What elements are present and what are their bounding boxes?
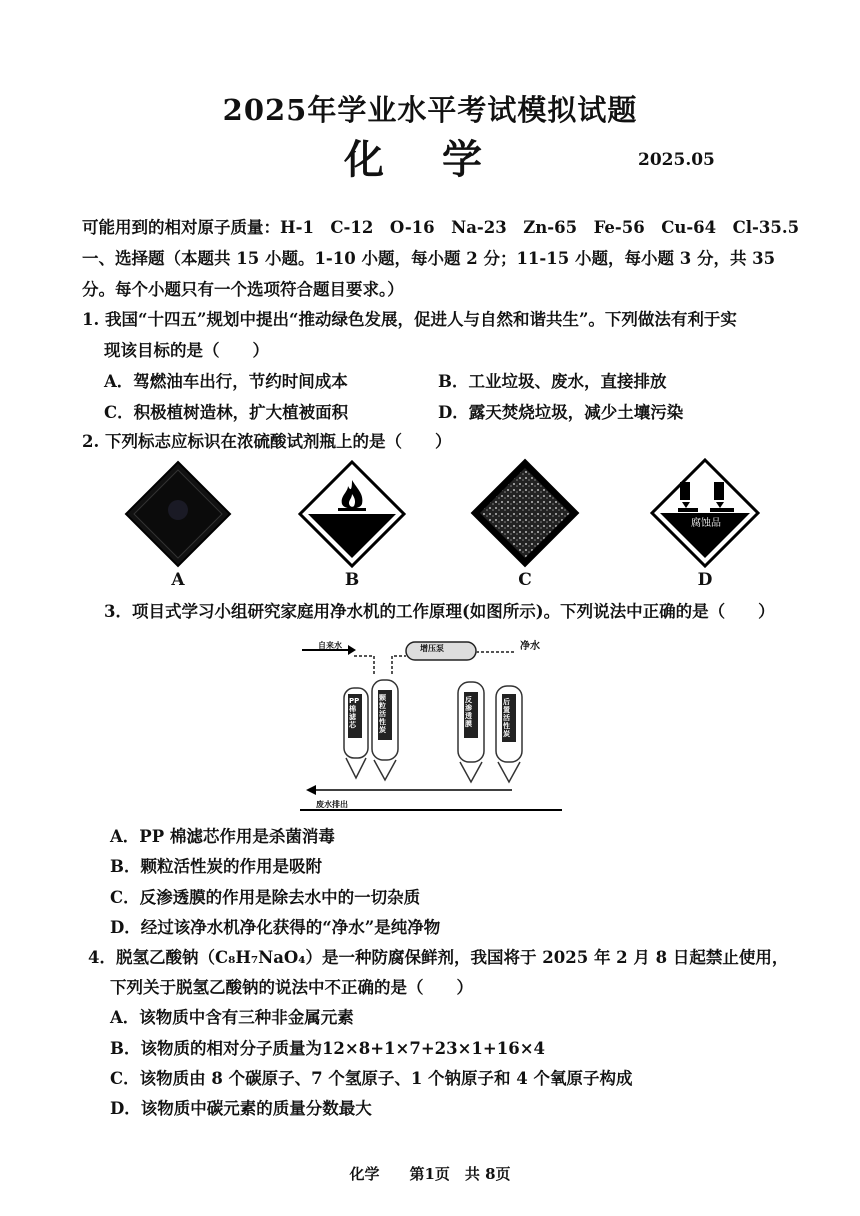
- q1-option-d: D．露天焚烧垃圾，减少土壤污染: [438, 403, 684, 422]
- q3-option-b: B．颗粒活性炭的作用是吸附: [110, 857, 322, 876]
- sign-label-c: C: [518, 570, 532, 590]
- diagram-filter4-label: 后置活性炭: [503, 698, 510, 738]
- water-purifier-diagram: [296, 630, 568, 816]
- diagram-filter3-label: 反渗透膜: [465, 696, 472, 728]
- page-footer: 化学 第1页 共 8页: [349, 1165, 511, 1183]
- subject-title: 化 学: [344, 136, 504, 183]
- diagram-waste-label: 废水排出: [316, 800, 348, 809]
- q3-option-a: A．PP 棉滤芯作用是杀菌消毒: [110, 827, 335, 846]
- q4-stem-line2: 下列关于脱氢乙酸钠的说法中不正确的是（ ）: [110, 978, 473, 997]
- diagram-outlet-label: 净水: [520, 641, 540, 652]
- exam-date: 2025.05: [638, 150, 715, 170]
- hazard-sign-a-icon: [124, 460, 232, 568]
- exam-title: 2025年学业水平考试模拟试题: [222, 93, 638, 127]
- q1-stem-line2: 现该目标的是（ ）: [104, 341, 269, 360]
- q1-stem-line1: 1. 我国“十四五”规划中提出“推动绿色发展，促进人与自然和谐共生”。下列做法有利于实: [82, 310, 737, 329]
- atomic-masses: 可能用到的相对原子质量：H-1 C-12 O-16 Na-23 Zn-65 Fe-56 Cu-64 Cl-35.5: [82, 218, 800, 237]
- q4-option-c: C．该物质由 8 个碳原子、7 个氢原子、1 个钠原子和 4 个氧原子构成: [110, 1069, 633, 1088]
- q4-option-b: B．该物质的相对分子质量为12×8+1×7+23×1+16×4: [110, 1039, 546, 1058]
- q1-option-a: A．驾燃油车出行，节约时间成本: [104, 372, 348, 391]
- sign-label-a: A: [171, 570, 185, 590]
- diagram-filter2-label: 颗粒活性炭: [379, 694, 386, 734]
- sign-d-text: 腐蚀品: [691, 518, 721, 529]
- q4-option-a: A．该物质中含有三种非金属元素: [110, 1008, 354, 1027]
- diagram-pump-label: 增压泵: [420, 644, 444, 653]
- q4-option-d: D．该物质中碳元素的质量分数最大: [110, 1099, 372, 1118]
- corrosive-sign-d-icon: [650, 458, 760, 568]
- sign-label-d: D: [697, 570, 713, 590]
- q4-stem-line1: 4．脱氢乙酸钠（C₈H₇NaO₄）是一种防腐保鲜剂，我国将于 2025 年 2 月 8 日起禁止使用，: [88, 948, 789, 967]
- section-heading-line1: 一、选择题（本题共 15 小题。1-10 小题，每小题 2 分；11-15 小题，每小题 3 分，共 35: [82, 249, 776, 268]
- q1-option-c: C．积极植树造林，扩大植被面积: [104, 403, 349, 422]
- q1-option-b: B．工业垃圾、废水，直接排放: [438, 372, 667, 391]
- diagram-filter1-label: PP棉滤芯: [349, 697, 360, 729]
- q2-stem: 2. 下列标志应标识在浓硫酸试剂瓶上的是（ ）: [82, 432, 452, 451]
- q3-option-d: D．经过该净水机净化获得的“净水”是纯净物: [110, 918, 441, 937]
- section-heading-line2: 分。每个小题只有一个选项符合题目要求。）: [82, 280, 404, 299]
- sign-label-b: B: [344, 570, 360, 590]
- diagram-inlet-label: 自来水: [318, 641, 342, 650]
- q3-stem: 3．项目式学习小组研究家庭用净水机的工作原理(如图所示)。下列说法中正确的是（ ）: [104, 602, 775, 621]
- hazard-sign-c-icon: [470, 458, 580, 568]
- q3-option-c: C．反渗透膜的作用是除去水中的一切杂质: [110, 888, 421, 907]
- hazard-sign-b-icon: [298, 460, 406, 568]
